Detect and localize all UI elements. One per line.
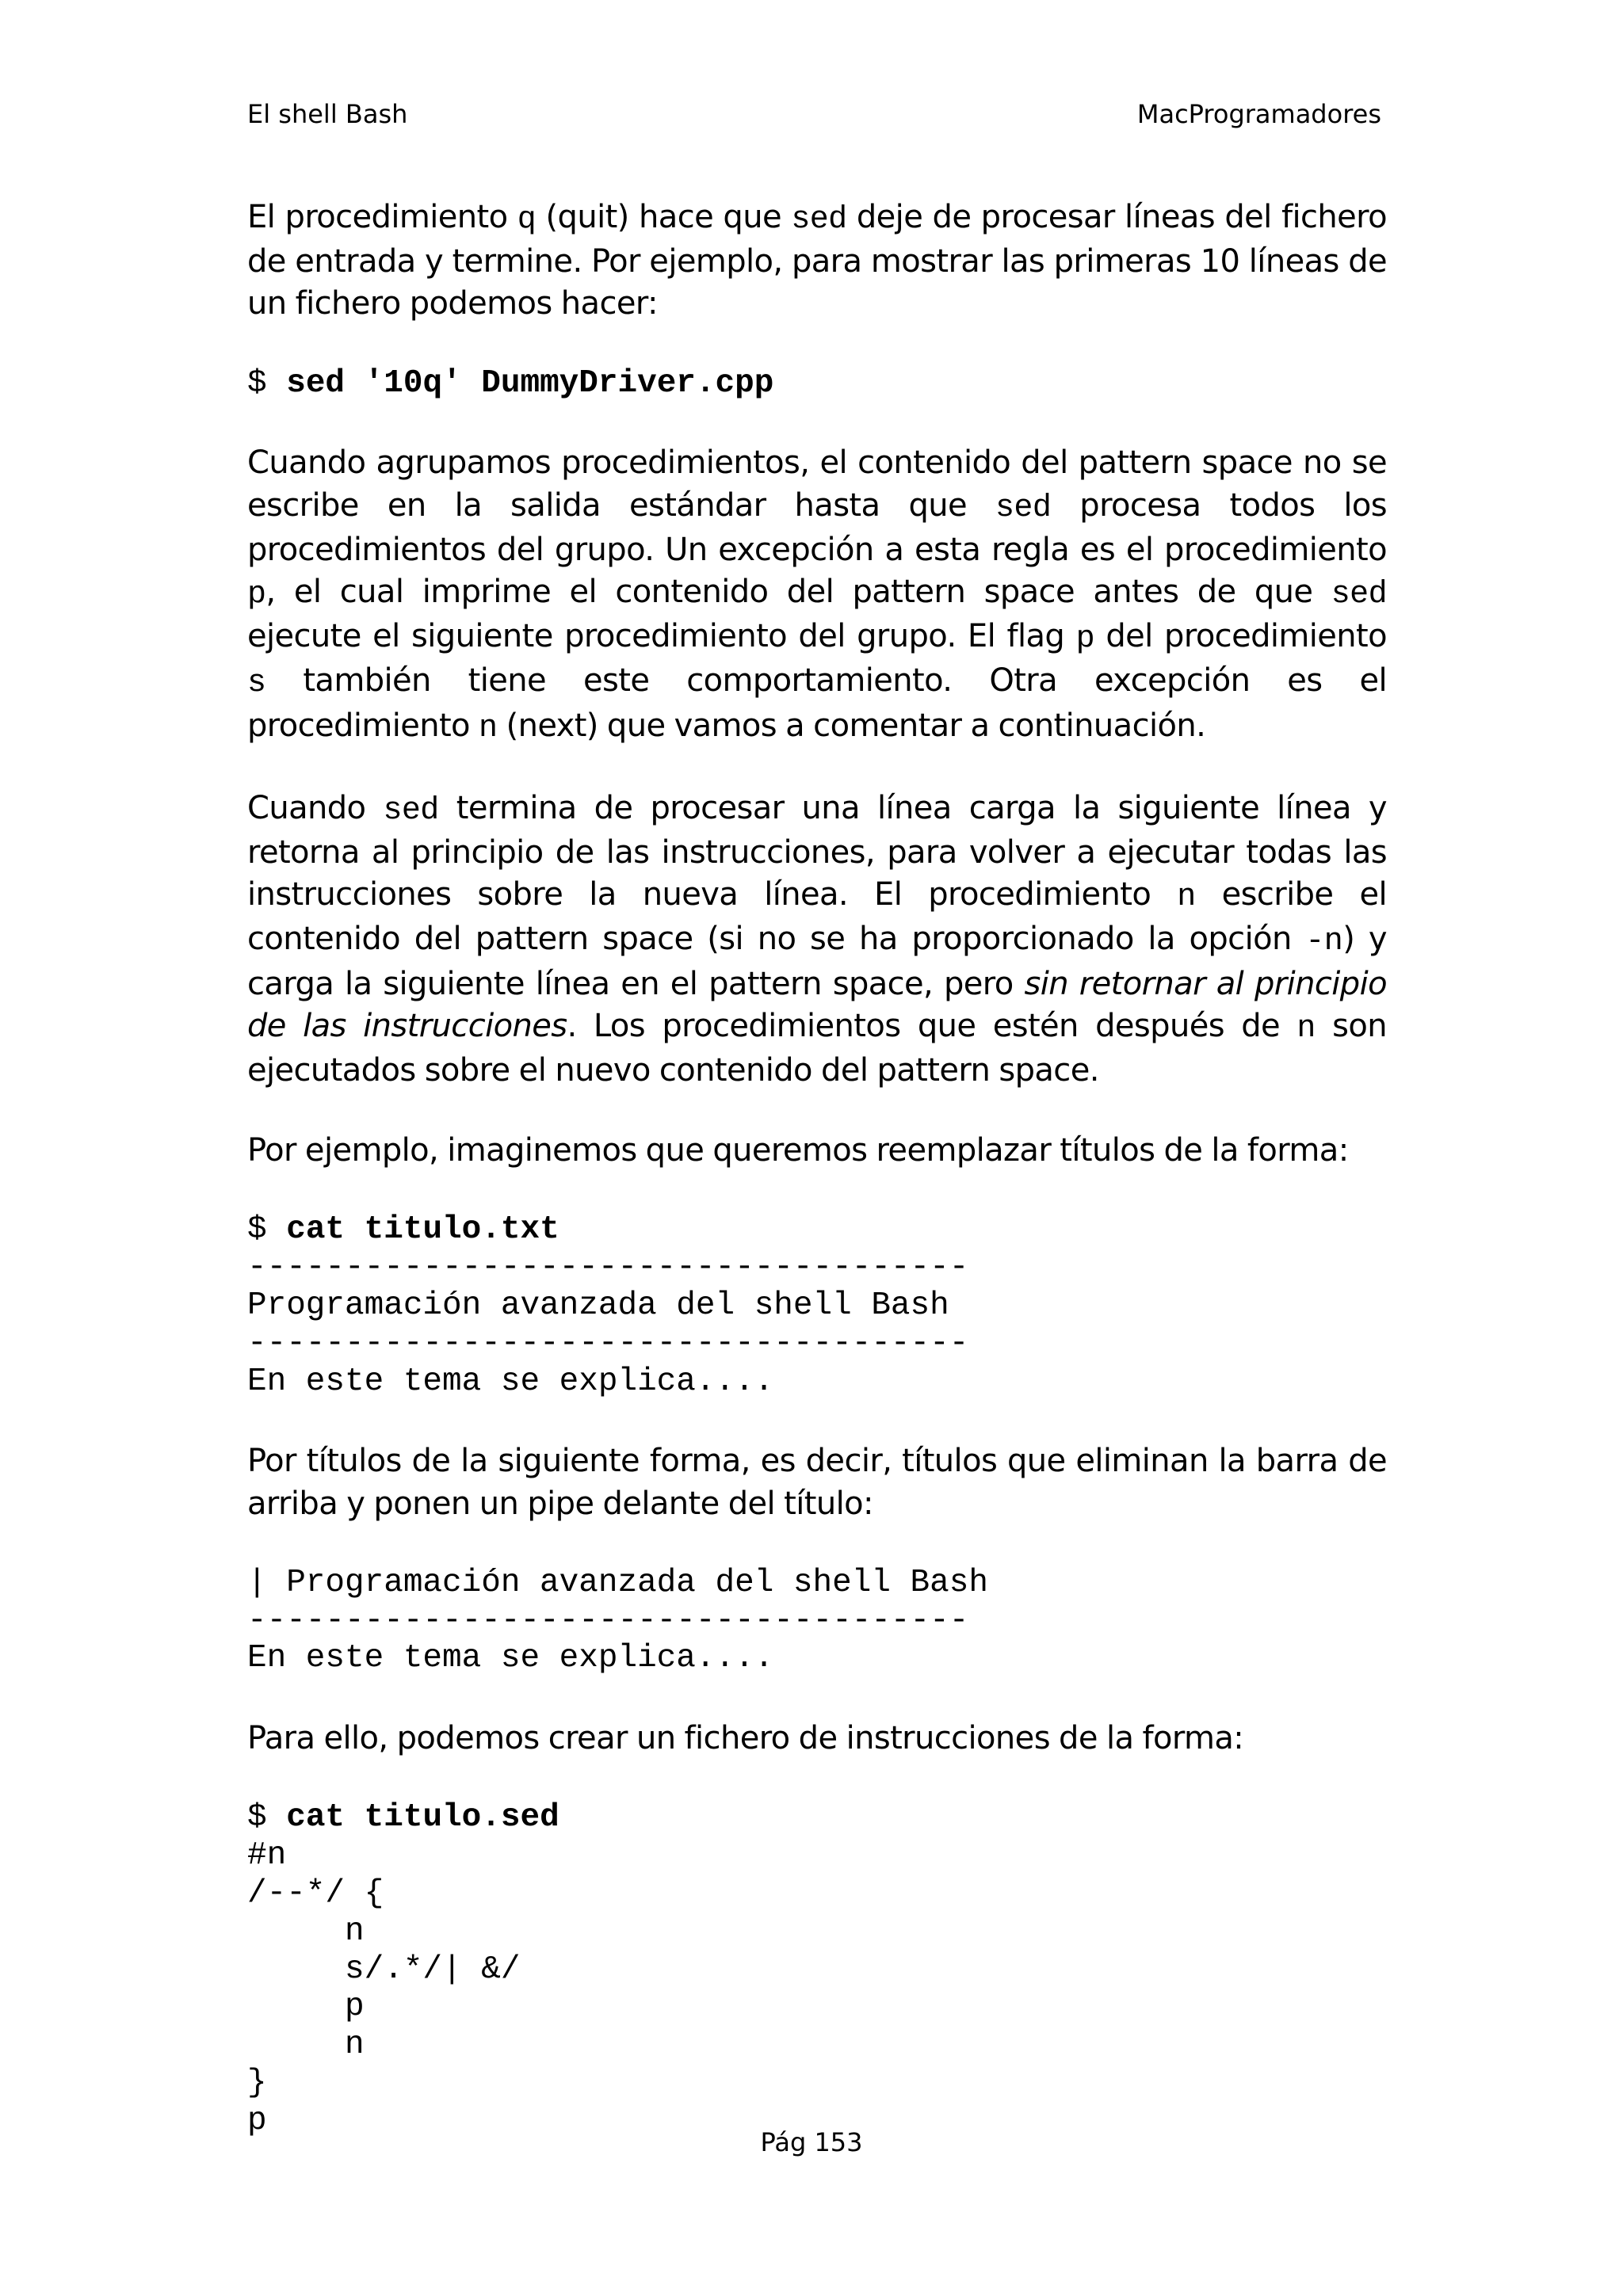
text-run: . Los procedimientos que estén después de (567, 1007, 1297, 1044)
inline-code: -n (1305, 924, 1343, 960)
code-line: n (247, 1913, 365, 1950)
paragraph-example-intro: Por ejemplo, imaginemos que queremos reemplazar títulos de la forma: (247, 1132, 1349, 1169)
paragraph-quit (247, 196, 1387, 326)
text-run: del procedimiento (1094, 618, 1387, 655)
code-block-cat-titulo-sed (247, 1799, 1387, 2140)
inline-code: sed (383, 792, 439, 829)
shell-prompt: $ (247, 364, 287, 402)
emphasis: sin retornar al principio de las instrucciones (247, 965, 1387, 1044)
text-run: también tiene este comportamiento. Otra excepción es el procedimiento (247, 662, 1387, 744)
text-run: procesa todos los procedimientos del grupo. Un excepción a esta regla es el procedimiento (247, 486, 1387, 568)
paragraph-target-form: Por títulos de la siguiente forma, es decir, títulos que eliminan la barra de arriba y ponen un pipe delante del título: (247, 1443, 1387, 1522)
code-block-sed-quit (247, 365, 1387, 403)
shell-command: cat titulo.txt (286, 1211, 559, 1249)
inline-code: n (1177, 879, 1196, 916)
inline-code: q (517, 202, 537, 238)
code-line: Programación avanzada del shell Bash (247, 1287, 949, 1325)
inline-code: p (1075, 621, 1094, 658)
inline-code: n (1296, 1010, 1316, 1047)
code-line: #n (247, 1837, 287, 1875)
page-body (247, 196, 1387, 2141)
shell-prompt: $ (247, 1211, 287, 1249)
text-run: El procedimiento (247, 199, 517, 235)
code-line: } (247, 2065, 267, 2102)
inline-code: n (479, 710, 498, 746)
code-line: ------------------------------------- (247, 1249, 969, 1287)
inline-code: sed (1331, 577, 1387, 613)
text-run: (next) que vamos a comentar a continuación. (497, 707, 1206, 744)
code-block-cat-titulo-txt (247, 1211, 1387, 1401)
text-run: termina de procesar una línea carga la siguiente línea y retorna al principio de las instrucciones, para volver a ejecutar todas las instrucciones sobre la nueva línea. El procedimiento (247, 789, 1387, 913)
text-run: Cuando (247, 789, 384, 826)
code-line: En este tema se explica.... (247, 1640, 774, 1677)
code-line: | Programación avanzada del shell Bash (247, 1564, 988, 1601)
text-run: deje de procesar líneas del fichero de entrada y termine. Por ejemplo, para mostrar las primeras 10 líneas de un fichero podemos hacer: (247, 199, 1387, 322)
text-run: son ejecutados sobre el nuevo contenido del pattern space. (247, 1007, 1387, 1089)
text-run: , el cual imprime el contenido del pattern space antes de que (265, 574, 1331, 611)
page-number: Pág 153 (760, 2127, 863, 2157)
running-header-site: MacProgramadores (1136, 99, 1381, 129)
code-line: /--*/ { (247, 1875, 384, 1913)
text-run: escribe el contenido del pattern space (si no se ha proporcionado la opción (247, 876, 1387, 958)
inline-code: sed (791, 202, 847, 238)
paragraph-instructions-file: Para ello, podemos crear un fichero de instrucciones de la forma: (247, 1720, 1244, 1757)
paragraph-next (247, 788, 1387, 1092)
code-line: p (247, 1989, 365, 2026)
inline-code: sed (995, 490, 1052, 526)
inline-code: p (247, 577, 266, 613)
text-run: Cuando agrupamos procedimientos, el contenido del pattern space no se escribe en la salida estándar hasta que (247, 444, 1387, 524)
text-run: ejecute el siguiente procedimiento del grupo. El flag (247, 618, 1076, 655)
code-line: ------------------------------------- (247, 1602, 969, 1639)
paragraph-grouping (247, 442, 1387, 749)
text-run: ) y carga la siguiente línea en el pattern space, pero (247, 921, 1387, 1002)
shell-prompt: $ (247, 1799, 287, 1836)
running-header-title: El shell Bash (247, 99, 408, 129)
code-line: En este tema se explica.... (247, 1363, 774, 1400)
code-line: s/.*/| &/ (247, 1951, 521, 1988)
code-line: p (247, 2102, 267, 2139)
inline-code: s (247, 666, 266, 702)
code-block-target-output (247, 1565, 1387, 1678)
text-run: (quit) hace que (536, 199, 792, 235)
shell-command: cat titulo.sed (286, 1799, 559, 1836)
code-line: n (247, 2027, 365, 2064)
code-line: ------------------------------------- (247, 1325, 969, 1362)
shell-command: sed '10q' DummyDriver.cpp (286, 364, 774, 402)
